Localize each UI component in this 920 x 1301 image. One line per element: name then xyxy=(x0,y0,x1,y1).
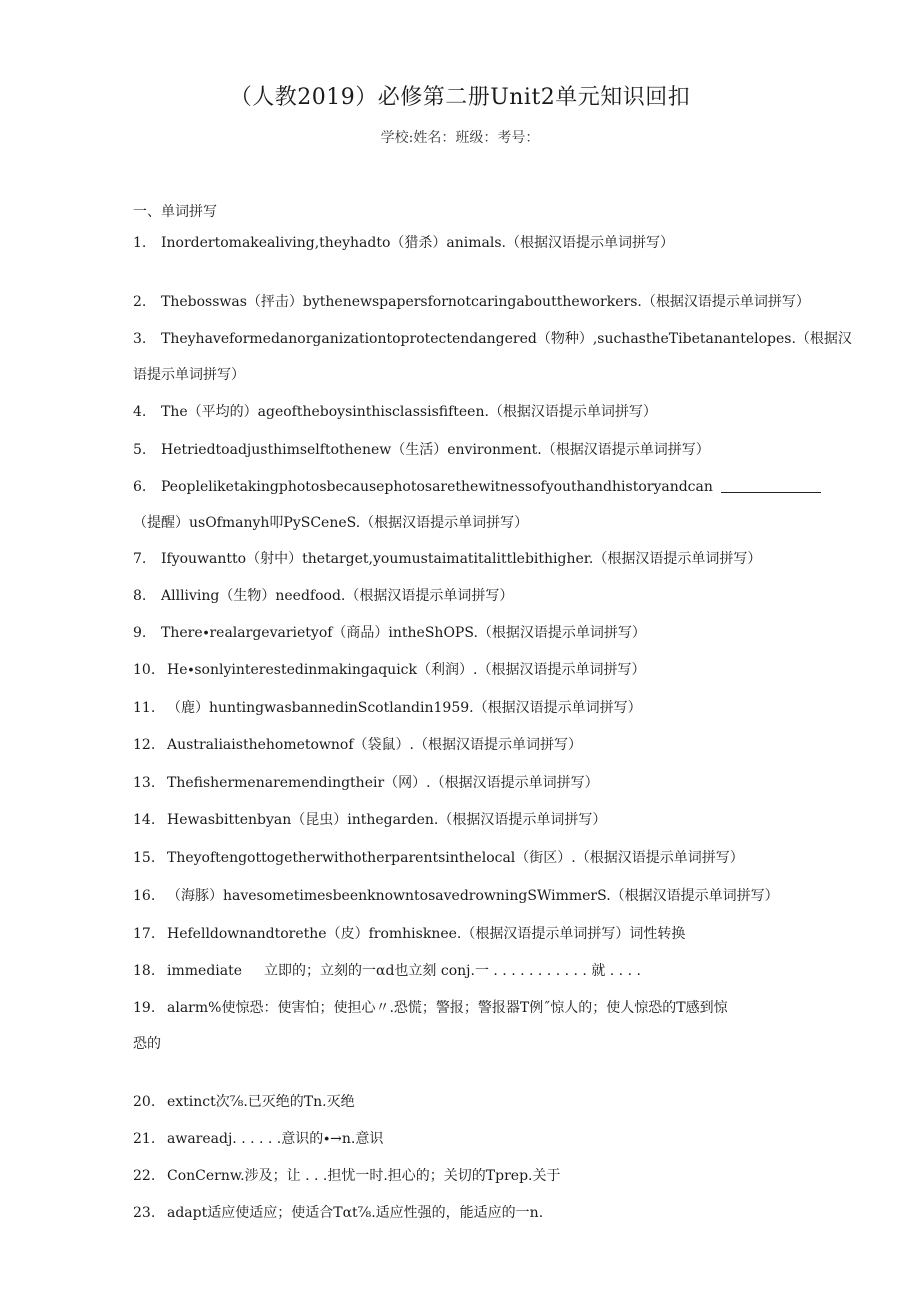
list-item: 9. There∙realargevarietyof（商品）intheShOPS.（根据汉语提示单词拼写） xyxy=(133,625,646,641)
list-item: 17. Hefelldownandtorethe（皮）fromhisknee.（根据汉语提示单词拼写）词性转换 xyxy=(133,926,686,942)
list-item: 16. （海豚）havesometimesbeenknowntosavedrowningSWimmerS.（根据汉语提示单词拼写） xyxy=(133,888,779,904)
list-item: 19. alarm%使惊恐：使害怕；使担心〃.恐慌；警报；警报器T例˝惊人的；使人惊恐的T感到惊 恐的 xyxy=(133,1000,728,1052)
list-item: 14. Hewasbittenbyan（昆虫）inthegarden.（根据汉语提示单词拼写） xyxy=(133,812,607,828)
list-item: 12. Australiaisthehometownof（袋鼠）.（根据汉语提示单词拼写） xyxy=(133,737,582,753)
list-item: 23. adapt适应使适应；使适合Tαt⅞.适应性强的，能适应的一n. xyxy=(133,1205,544,1221)
list-item: 3. Theyhaveformedanorganizationtoprotectendangered（物种）,suchastheTibetanantelopes.（根据汉 语提示单词拼写） xyxy=(133,331,852,383)
list-item: 10. He∙sonlyinterestedinmakingaquick（利润）.（根据汉语提示单词拼写） xyxy=(133,662,646,678)
section-heading: 一、单词拼写 xyxy=(133,204,217,220)
list-item: 7. Ifyouwantto（射中）thetarget,youmustaimatitalittlebithigher.（根据汉语提示单词拼写） xyxy=(133,551,762,567)
list-item: 5. Hetriedtoadjusthimselftothenew（生活）environment.（根据汉语提示单词拼写） xyxy=(133,442,710,458)
student-info-line: 学校:姓名：班级：考号： xyxy=(380,130,540,146)
list-item: 6. Peopleliketakingphotosbecausephotosarethewitnessofyouthandhistoryandcan （提醒）usOfmanyh叩PySCeneS.（根据汉语提示单词拼写） xyxy=(133,469,793,541)
answer-blank xyxy=(721,478,821,493)
list-item: 11. （鹿）huntingwasbannedinScotlandin1959.（根据汉语提示单词拼写） xyxy=(133,700,642,716)
page-title: （人教2019）必修第二册Unit2单元知识回扣 xyxy=(229,85,691,110)
list-item: 22. ConCernw.涉及；让 . . .担忧一时.担心的；关切的Tprep.关于 xyxy=(133,1168,561,1184)
list-item: 8. Allliving（生物）needfood.（根据汉语提示单词拼写） xyxy=(133,588,514,604)
list-item: 1. Inordertomakealiving,theyhadto（猎杀）animals.（根据汉语提示单词拼写） xyxy=(133,235,674,251)
list-item: 15. Theyoftengottogetherwithotherparentsinthelocal（街区）.（根据汉语提示单词拼写） xyxy=(133,850,744,866)
list-item: 2. Thebosswas（抨击）bythenewspapersfornotcaringabouttheworkers.（根据汉语提示单词拼写） xyxy=(133,294,810,310)
list-item: 13. Thefishermenaremendingtheir（网）.（根据汉语提示单词拼写） xyxy=(133,775,599,791)
list-item: 20. extinct次⅞.已灭绝的Tn.灭绝 xyxy=(133,1094,355,1110)
list-item: 18. immediate 立即的；立刻的一αd也立刻 conj.一 . . . . . . . . . . . 就 . . . . xyxy=(133,963,641,979)
list-item: 21. awareadj. . . . . .意识的∙→n.意识 xyxy=(133,1131,384,1147)
list-item: 4. The（平均的）ageoftheboysinthisclassisfifteen.（根据汉语提示单词拼写） xyxy=(133,404,657,420)
